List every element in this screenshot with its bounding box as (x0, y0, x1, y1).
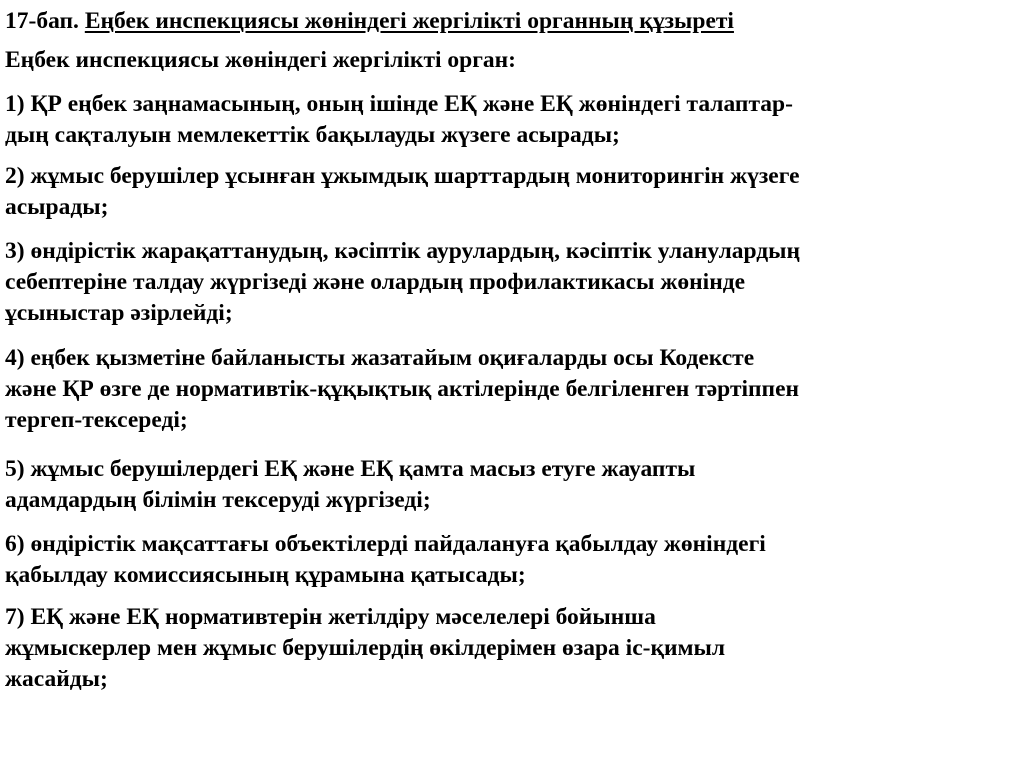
intro-paragraph (5, 45, 1017, 76)
list-item-line: ұсыныстар әзірлейді; (5, 300, 233, 326)
list-item-line: 7) ЕҚ және ЕҚ нормативтерін жетілдіру мәселелері бойынша (5, 604, 656, 630)
list-item-4 (5, 343, 1017, 436)
list-item-line: қабылдау комиссиясының құрамына қатысады; (5, 562, 526, 588)
list-item-line: себептеріне талдау жүргізеді және олардың профилактикасы жөнінде (5, 269, 746, 295)
list-item-line: 1) ҚР еңбек заңнамасының, оның ішінде ЕҚ және ЕҚ жөніндегі талаптар- (5, 91, 793, 117)
article-heading (5, 6, 1017, 37)
list-item-line: және ҚР өзге де нормативтік-құқықтық актілерінде белгіленген тәртіппен (5, 376, 800, 402)
list-item-line: асырады; (5, 194, 109, 220)
list-item-2 (5, 161, 1017, 223)
article-number: 17-бап. (5, 8, 79, 34)
list-item-5 (5, 454, 1017, 516)
list-item-line: 4) еңбек қызметіне байланысты жазатайым оқиғаларды осы Кодексте (5, 345, 755, 371)
list-item-line: 5) жұмыс берушілердегі ЕҚ және ЕҚ қамта масыз етуге жауапты (5, 456, 696, 482)
list-item-6 (5, 529, 1017, 591)
list-item-7 (5, 602, 1017, 695)
list-item-line: жасайды; (5, 666, 108, 692)
article-title: Еңбек инспекциясы жөніндегі жергілікті органның құзыреті (84, 8, 734, 34)
list-item-line: 3) өндірістік жарақаттанудың, кәсіптік аурулардың, кәсіптік уланулардың (5, 238, 801, 264)
list-item-line: адамдардың білімін тексеруді жүргізеді; (5, 487, 431, 513)
list-item-3 (5, 236, 1017, 329)
list-item-line: жұмыскерлер мен жұмыс берушілердің өкілдерімен өзара іс-қимыл (5, 635, 726, 661)
list-item-1 (5, 89, 1017, 151)
list-item-line: 2) жұмыс берушілер ұсынған ұжымдық шарттардың мониторингін жүзеге (5, 163, 800, 189)
list-item-line: 6) өндірістік мақсаттағы объектілерді пайдалануға қабылдау жөніндегі (5, 531, 766, 557)
intro-text: Еңбек инспекциясы жөніндегі жергілікті орган: (5, 47, 516, 73)
list-item-line: дың сақталуын мемлекеттік бақылауды жүзеге асырады; (5, 122, 620, 148)
list-item-line: тергеп-тексереді; (5, 407, 188, 433)
